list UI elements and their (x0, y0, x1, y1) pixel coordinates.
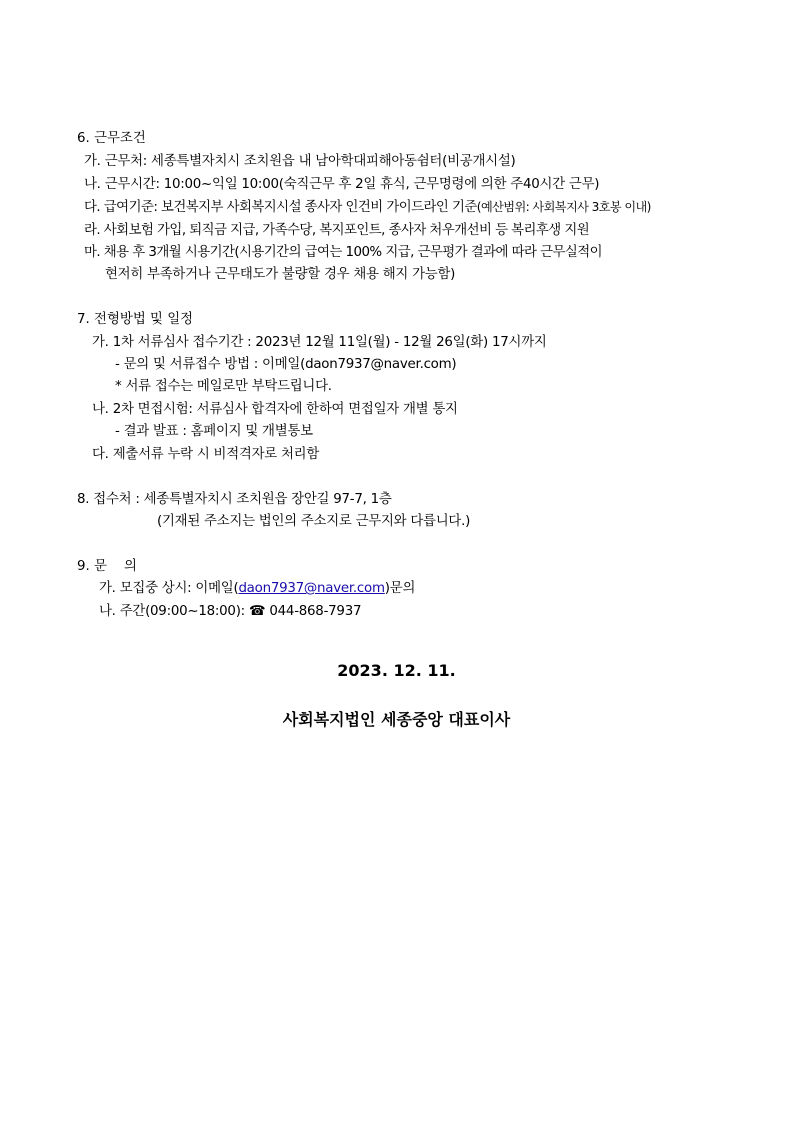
section-6-item-ma-line2: 현저히 부족하거나 근무태도가 불량할 경우 채용 해지 가능함) (105, 267, 456, 282)
document-date: 2023. 12. 11. (337, 661, 456, 680)
section-8-note: (기재된 주소지는 법인의 주소지로 근무지와 다릅니다.) (157, 514, 471, 529)
section-9-item-ga-prefix: 가. 모집중 상시: 이메일( (99, 581, 239, 596)
phone-number: 044-868-7937 (265, 604, 362, 619)
section-9-title (77, 558, 137, 575)
section-9-item-ga (99, 580, 415, 597)
section-7-item-da: 다. 제출서류 누락 시 비적격자로 처리함 (92, 447, 320, 462)
section-6-item-da (84, 199, 651, 216)
contact-email-link[interactable]: daon7937@naver.com (238, 581, 385, 596)
section-7-item-na-sub1: - 결과 발표 : 홈페이지 및 개별통보 (115, 424, 313, 439)
section-9-title-text: 9. 문 의 (77, 559, 137, 574)
section-7-item-ga-sub1: - 문의 및 서류접수 방법 : 이메일(daon7937@naver.com) (115, 357, 457, 372)
section-6-item-da-main: 다. 급여기준: 보건복지부 사회복지시설 종사자 인건비 가이드라인 기준 (84, 200, 477, 215)
section-7-item-ga-sub2: * 서류 접수는 메일로만 부탁드립니다. (115, 379, 332, 394)
section-6-item-ma-line1: 마. 채용 후 3개월 시용기간(시용기간의 급여는 100% 지급, 근무평가 결과에 따라 근무실적이 (84, 245, 603, 260)
section-8-title: 8. 접수처 : 세종특별자치시 조치원읍 장안길 97-7, 1층 (77, 492, 392, 507)
section-7-title: 7. 전형방법 및 일정 (77, 312, 194, 327)
section-9-item-ga-suffix: )문의 (384, 581, 416, 596)
phone-icon: ☎ (248, 604, 266, 619)
section-6-item-ga: 가. 근무처: 세종특별자치시 조치원읍 내 남아학대피해아동쉼터(비공개시설) (84, 154, 516, 169)
section-9-item-na (99, 603, 361, 620)
section-6-item-da-note: (예산범위: 사회복지사 3호봉 이내) (476, 200, 651, 214)
section-6-item-na: 나. 근무시간: 10:00~익일 10:00(숙직근무 후 2일 휴식, 근무명령에 의한 주40시간 근무) (84, 177, 600, 192)
section-6-title: 6. 근무조건 (77, 131, 146, 146)
section-7-item-ga: 가. 1차 서류심사 접수기간 : 2023년 12월 11일(월) - 12월 26일(화) 17시까지 (92, 335, 547, 350)
section-9-item-na-prefix: 나. 주간(09:00~18:00): (99, 604, 249, 619)
signature-line: 사회복지법인 세종중앙 대표이사 (282, 710, 511, 729)
section-7-item-na: 나. 2차 면접시험: 서류심사 합격자에 한하여 면접일자 개별 통지 (92, 402, 458, 417)
section-6-item-ra: 라. 사회보험 가입, 퇴직금 지급, 가족수당, 복지포인트, 종사자 처우개선비 등 복리후생 지원 (84, 223, 590, 238)
